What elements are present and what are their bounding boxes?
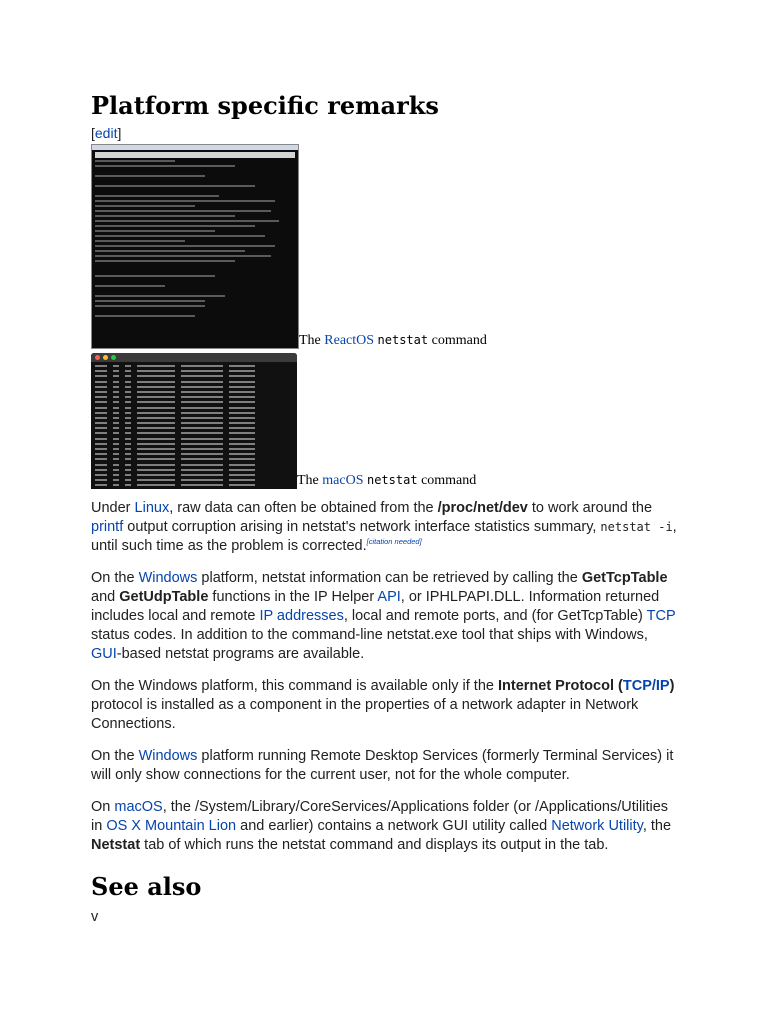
paragraph-linux: Under Linux, raw data can often be obtained from the /proc/net/dev to work around the printf output corruption arising in netstat's network interface statistics summary, netstat -i, until such time as the problem is corrected.[citation needed] xyxy=(91,500,677,554)
reactos-terminal-image[interactable] xyxy=(91,144,299,349)
ip-addresses-link[interactable]: IP addresses xyxy=(259,608,344,624)
linux-link[interactable]: Linux xyxy=(134,500,170,516)
gui-link[interactable]: GUI xyxy=(91,646,117,662)
printf-link[interactable]: printf xyxy=(91,519,124,535)
network-utility-link[interactable]: Network Utility xyxy=(551,818,643,834)
paragraph-windows-api: On the Windows platform, netstat information can be retrieved by calling the GetTcpTable and GetUdpTable functions in the IP Helper API, or IPHLPAPI.DLL. Information returned includes local and remote IP addresses, local and remote ports, and (for GetTcpTable) TCP status codes. In addition to the command-line netstat.exe tool that ships with Windows, GUI-based netstat programs are available. xyxy=(91,570,676,662)
figure-caption: The ReactOS netstat command xyxy=(299,333,487,348)
figure-caption: The macOS netstat command xyxy=(297,473,477,488)
os-x-mountain-lion-link[interactable]: OS X Mountain Lion xyxy=(106,818,237,834)
tcp-ip-link[interactable]: TCP/IP xyxy=(622,678,670,694)
paragraph-windows-protocol: On the Windows platform, this command is available only if the Internet Protocol (TCP/IP) protocol is installed as a component in the properties of a network adapter in Network Connections. xyxy=(91,678,675,732)
macos-terminal-image[interactable] xyxy=(91,353,297,489)
windows-link[interactable]: Windows xyxy=(138,570,198,586)
windows-link[interactable]: Windows xyxy=(138,748,198,764)
trailing-text: v xyxy=(91,909,99,925)
section-heading: Platform specific remarks xyxy=(91,91,439,120)
citation-needed-link[interactable]: [citation needed] xyxy=(366,537,422,547)
figure-macos xyxy=(91,353,681,489)
macos-link[interactable]: macOS xyxy=(322,473,364,488)
reactos-link[interactable]: ReactOS xyxy=(324,333,375,348)
edit-section: [edit] xyxy=(91,125,122,141)
macos-link[interactable]: macOS xyxy=(114,799,163,815)
paragraph-remote-desktop: On the Windows platform running Remote Desktop Services (formerly Terminal Services) it will only show connections for the current user, not for the whole computer. xyxy=(91,748,674,783)
see-also-heading: See also xyxy=(91,872,202,901)
tcp-link[interactable]: TCP xyxy=(646,608,676,624)
paragraph-macos: On macOS, the /System/Library/CoreServices/Applications folder (or /Applications/Utilities in OS X Mountain Lion and earlier) contains a network GUI utility called Network Utility, the Netstat tab of which runs the netstat command and displays its output in the tab. xyxy=(91,799,672,853)
article-content xyxy=(91,88,681,925)
edit-link[interactable]: edit xyxy=(94,125,118,141)
figure-reactos xyxy=(91,144,681,349)
api-link[interactable]: API xyxy=(377,589,401,605)
